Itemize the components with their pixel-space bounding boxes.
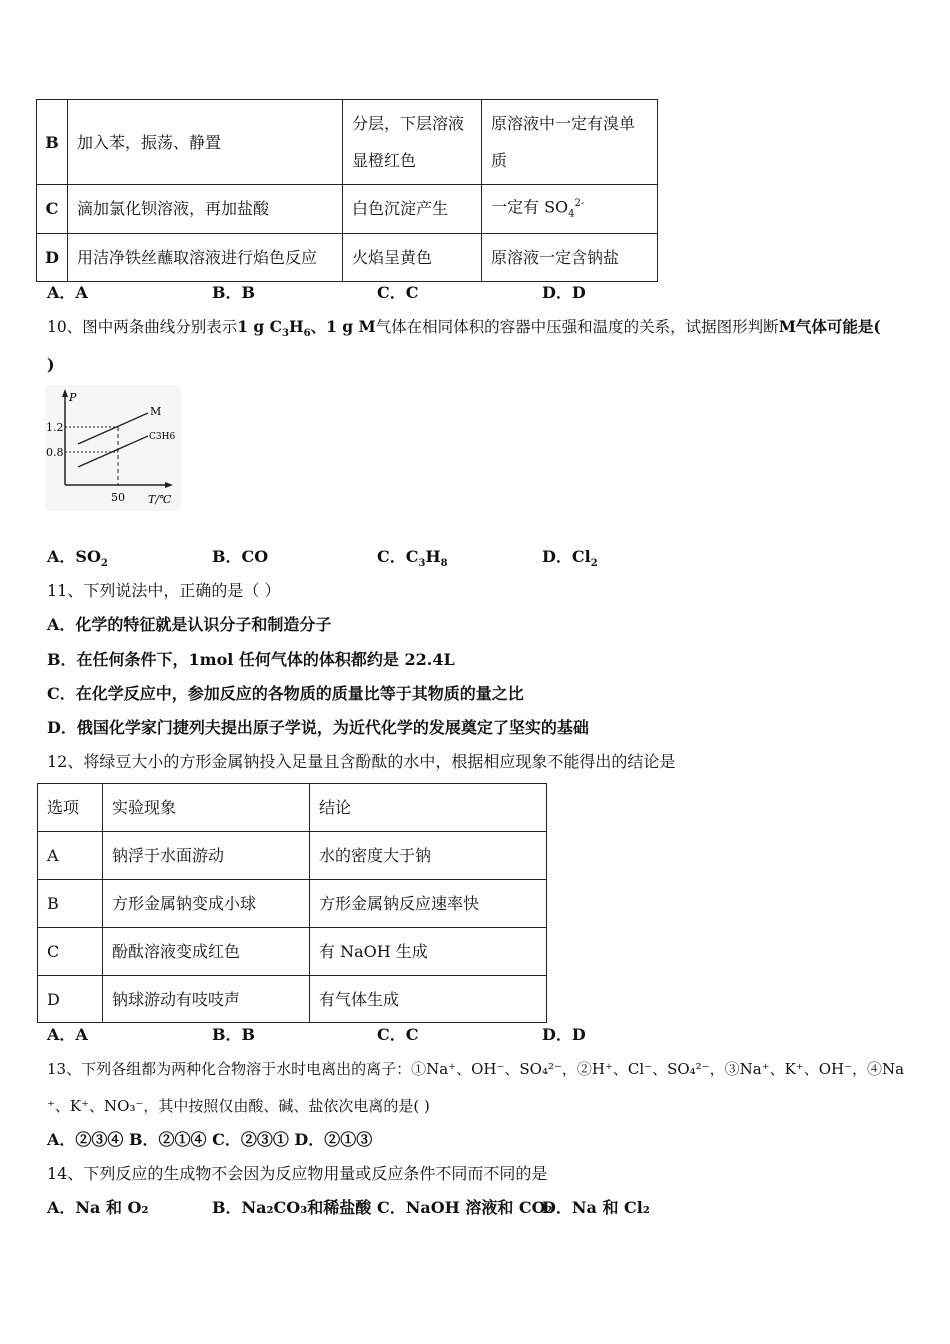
table-cell	[343, 100, 482, 185]
option-d[interactable]: D．Na 和 Cl₂	[542, 1198, 650, 1217]
table-row	[38, 880, 547, 928]
header-cell: 选项	[38, 784, 103, 832]
table-cell: 原溶液一定含钠盐	[482, 233, 658, 281]
table-row	[38, 976, 547, 1023]
text: 10、图中两条曲线分别表示	[47, 318, 238, 336]
option-d[interactable]: D．D	[542, 283, 586, 302]
text: A．SO	[47, 547, 101, 566]
table-cell: 滴加氯化钡溶液，再加盐酸	[68, 185, 343, 234]
text: 气体可能是(	[795, 317, 881, 336]
y-label: P	[69, 391, 77, 404]
option-c[interactable]	[377, 547, 448, 574]
text: H	[425, 547, 441, 566]
option-c[interactable]: C．在化学反应中，参加反应的各物质的质量比等于其物质的量之比	[47, 684, 524, 703]
option-a[interactable]: A．A	[47, 283, 88, 302]
table-cell: 有 NaOH 生成	[310, 928, 547, 976]
option-b[interactable]: B．Na₂CO₃和稀盐酸	[212, 1198, 372, 1217]
text: D．Cl	[542, 547, 591, 566]
q12-stem: 12、将绿豆大小的方形金属钠投入足量且含酚酞的水中，根据相应现象不能得出的结论是	[47, 752, 676, 771]
table-cell	[482, 100, 658, 185]
text: 2	[590, 558, 598, 570]
table-cell: 方形金属钠反应速率快	[310, 880, 547, 928]
table-cell: 钠球游动有吱吱声	[103, 976, 310, 1023]
text: 6	[303, 328, 311, 340]
option-b[interactable]: B．B	[212, 1025, 256, 1044]
table-cell: 酚酞溶液变成红色	[103, 928, 310, 976]
cell-line: 原溶液中一定有溴单	[491, 114, 636, 133]
cell-line: 质	[491, 151, 508, 170]
series-label-c3h6: C3H6	[149, 432, 176, 442]
text: M	[778, 317, 796, 336]
text: 2	[100, 558, 108, 570]
pressure-temperature-graph	[45, 385, 181, 511]
text: 一定有 SO	[491, 197, 569, 217]
table-cell: 用洁净铁丝蘸取溶液进行焰色反应	[68, 233, 343, 281]
option-a[interactable]	[47, 547, 108, 574]
table-cell: 方形金属钠变成小球	[103, 880, 310, 928]
option-c[interactable]: C．C	[377, 1025, 419, 1044]
table-cell: 有气体生成	[310, 976, 547, 1023]
option-c[interactable]: C．NaOH 溶液和 CO₂	[377, 1198, 553, 1217]
text: 8	[440, 558, 448, 570]
y-tick: 1.2	[46, 421, 64, 434]
table-cell	[482, 185, 658, 234]
q10-stem-close: )	[47, 355, 55, 374]
text: 4	[568, 208, 575, 220]
table-row	[37, 100, 658, 185]
q10-stem	[47, 317, 881, 344]
cell-line: 分层，下层溶液	[352, 114, 465, 133]
option-c[interactable]: C．C	[377, 283, 419, 302]
text: 气体在相同体积的容器中压强和温度的关系，试据图形判断	[375, 318, 779, 336]
table-cell: C	[37, 185, 68, 234]
q14-stem: 14、下列反应的生成物不会因为反应物用量或反应条件不同而不同的是	[47, 1164, 548, 1183]
x-tick: 50	[111, 491, 125, 504]
y-tick: 0.8	[46, 446, 64, 459]
header-cell: 实验现象	[103, 784, 310, 832]
table-header-row	[38, 784, 547, 832]
text: 3	[282, 328, 289, 340]
option-a[interactable]: A．化学的特征就是认识分子和制造分子	[47, 615, 332, 634]
cell-line: 显橙红色	[352, 151, 417, 170]
text: 、1 g M	[310, 317, 376, 336]
table-cell: 加入苯，振荡、静置	[68, 100, 343, 185]
option-b[interactable]: B．CO	[212, 547, 269, 566]
table-row	[38, 928, 547, 976]
table-cell: C	[38, 928, 103, 976]
option-a[interactable]: A．Na 和 O₂	[47, 1198, 149, 1217]
text: 1 g C	[237, 317, 282, 336]
option-d[interactable]: D．D	[542, 1025, 586, 1044]
option-b[interactable]: B．在任何条件下，1mol 任何气体的体积都约是 22.4L	[47, 650, 455, 669]
table-cell: 钠浮于水面游动	[103, 832, 310, 880]
table-cell: D	[38, 976, 103, 1023]
table-cell: D	[37, 233, 68, 281]
option-b[interactable]: B．B	[212, 283, 256, 302]
option-a[interactable]: A．A	[47, 1025, 88, 1044]
series-label-m: M	[150, 405, 162, 418]
table-cell: 火焰呈黄色	[343, 233, 482, 281]
q13-stem-line1: 13、下列各组都为两种化合物溶于水时电离出的离子：①Na⁺、OH⁻、SO₄²⁻，②H⁺、Cl⁻、SO₄²⁻，③Na⁺、K⁺、OH⁻，④Na	[47, 1060, 905, 1078]
q13-stem-line2: ⁺、K⁺、NO₃⁻，其中按照仅由酸、碱、盐依次电离的是( )	[47, 1097, 430, 1115]
option-d[interactable]: D．俄国化学家门捷列夫提出原子学说，为近代化学的发展奠定了坚实的基础	[47, 718, 589, 737]
option-d[interactable]	[542, 547, 598, 574]
text: H	[288, 317, 304, 336]
table-row	[38, 832, 547, 880]
text: 3	[418, 558, 426, 570]
q9-table	[36, 99, 658, 282]
text: 2-	[574, 198, 585, 209]
x-label: T/℃	[148, 493, 172, 506]
table-cell: B	[37, 100, 68, 185]
q13-options[interactable]: A．②③④ B．②①④ C．②③① D．②①③	[47, 1130, 373, 1149]
table-row	[37, 233, 658, 281]
q12-table	[37, 783, 547, 1023]
table-cell: 水的密度大于钠	[310, 832, 547, 880]
table-cell: B	[38, 880, 103, 928]
header-cell: 结论	[310, 784, 547, 832]
table-cell: 白色沉淀产生	[343, 185, 482, 234]
table-row	[37, 185, 658, 234]
q11-stem: 11、下列说法中，正确的是（ ）	[47, 581, 281, 600]
table-cell: A	[38, 832, 103, 880]
text: C．C	[377, 547, 419, 566]
